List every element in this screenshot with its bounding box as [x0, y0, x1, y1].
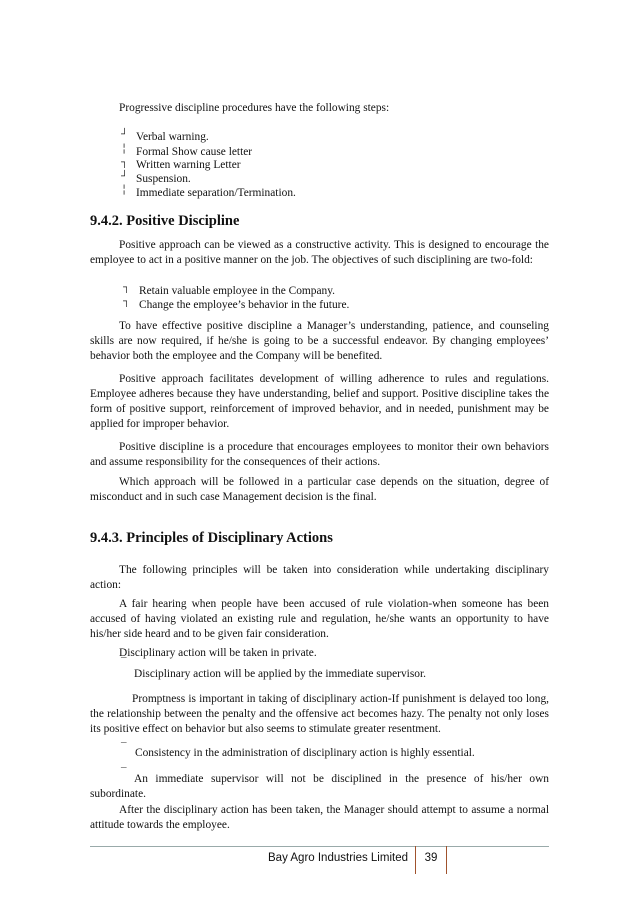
paragraph: The following principles will be taken into consideration while undertaking disciplinary action: — [90, 564, 549, 591]
dash-icon: ¯ — [121, 766, 127, 778]
step-bullet-icon: ┘ — [121, 129, 129, 140]
bullet-icon: ┐ — [123, 282, 131, 293]
principle-item: Consistency in the administration of disciplinary action is highly essential. — [135, 747, 475, 759]
dash-icon: ¯ — [121, 656, 127, 668]
steps-intro: Progressive discipline procedures have the following steps: — [119, 102, 390, 114]
paragraph: Which approach will be followed in a particular case depends on the situation, degree of misconduct and in such case Management decision is the final. — [90, 476, 549, 503]
paragraph: Positive approach can be viewed as a constructive activity. This is designed to encourage the employee to act in a positive manner on the job. The objectives of such disciplining are two-fold: — [90, 239, 549, 266]
principle-item: Promptness is important in taking of disciplinary action-If punishment is delayed too long, the relationship between the penalty and the offensive act becomes hazy. The penalty not only loses its positive effect on behavior but also seems to stimulate greater resentment. — [90, 693, 549, 735]
step-bullet-icon: ╎ — [121, 185, 128, 196]
paragraph: A fair hearing when people have been accused of rule violation-when someone has been accused of having violated an existing rule and regulation, he/she wants an opportunity to have his/her side heard and to be given fair consideration. — [90, 598, 549, 640]
step-bullet-icon: ┘ — [121, 171, 129, 182]
dash-icon: ¯ — [121, 741, 127, 753]
list-item: Retain valuable employee in the Company. — [139, 285, 336, 297]
list-item: Suspension. — [136, 173, 191, 185]
principle-item: Disciplinary action will be applied by the immediate supervisor. — [134, 668, 426, 680]
paragraph: After the disciplinary action has been taken, the Manager should attempt to assume a normal attitude towards the employee. — [90, 804, 549, 831]
list-item: Written warning Letter — [136, 159, 241, 171]
footer-divider — [90, 846, 549, 847]
principle-item: An immediate supervisor will not be disciplined in the presence of his/her own subordinate. — [90, 773, 549, 800]
bullet-icon: ┐ — [123, 296, 131, 307]
section-heading-943: 9.4.3. Principles of Disciplinary Actions — [90, 530, 333, 546]
principle-item: Disciplinary action will be taken in private. — [119, 647, 317, 659]
section-heading-942: 9.4.2. Positive Discipline — [90, 213, 240, 229]
list-item: Immediate separation/Termination. — [136, 187, 296, 199]
paragraph: Positive approach facilitates development of willing adherence to rules and regulations. Employee adheres because they have understanding, belief and support. Positive discipline takes the form of positive support, reinforcement of improved behavior, and in needed, punishment may be applied for improper behavior. — [90, 373, 549, 430]
paragraph: Positive discipline is a procedure that encourages employees to monitor their own behaviors and assume responsibility for the consequences of their actions. — [90, 441, 549, 468]
step-bullet-icon: ┐ — [121, 157, 129, 168]
list-item: Formal Show cause letter — [136, 146, 253, 158]
footer-company: Bay Agro Industries Limited — [268, 852, 408, 864]
paragraph: To have effective positive discipline a Manager’s understanding, patience, and counseling skills are now required, if he/she is going to be a successful endeavor. By changing employees’ behavior both the employee and the Company will be benefited. — [90, 320, 549, 362]
page-number: 39 — [424, 852, 438, 864]
step-bullet-icon: ╎ — [121, 144, 128, 155]
list-item: Verbal warning. — [136, 131, 209, 143]
list-item: Change the employee’s behavior in the future. — [139, 299, 350, 311]
